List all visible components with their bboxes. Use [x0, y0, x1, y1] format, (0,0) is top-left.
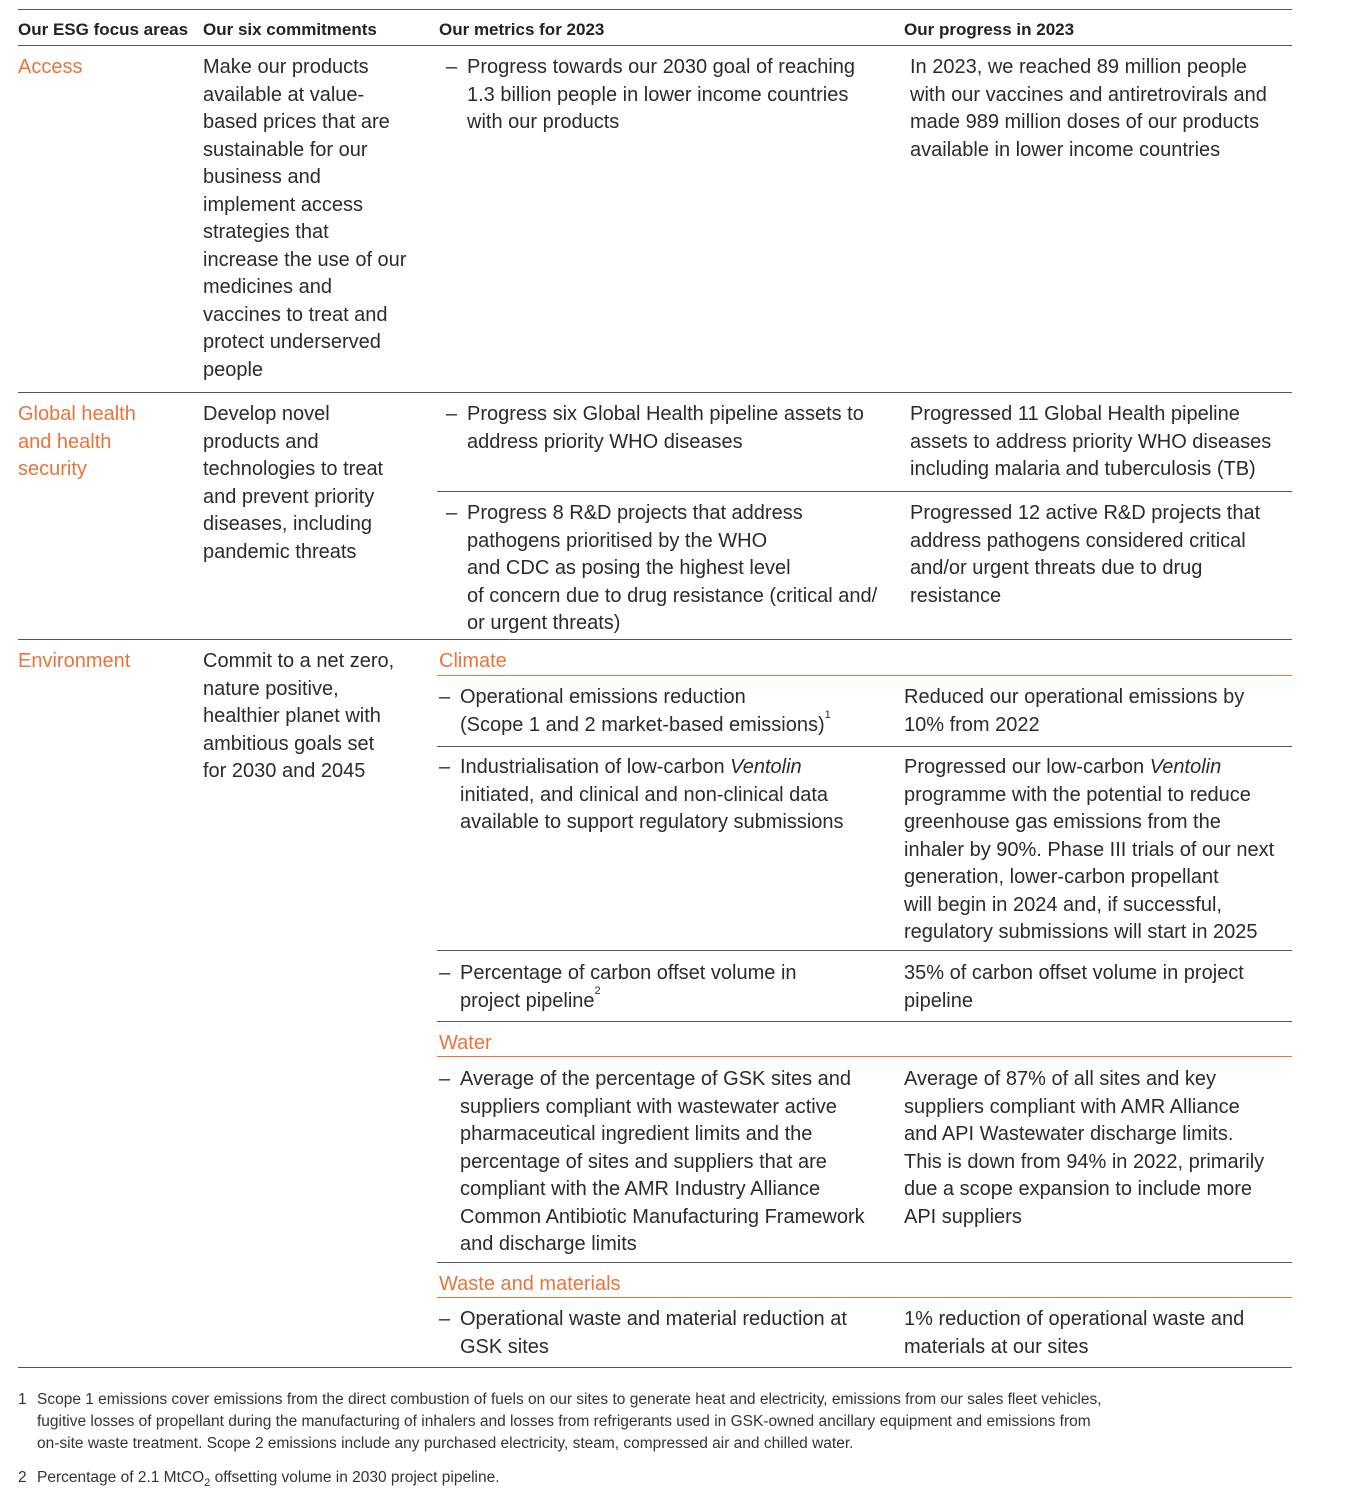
progress-waste: 1% reduction of operational waste and materials at our sites — [904, 1308, 1245, 1358]
footnote-2-number: 2 — [18, 1469, 27, 1486]
footnote-1-text: Scope 1 emissions cover emissions from the direct combustion of fuels on our sites to generate heat and electricity, emissions from our sales fleet vehicles, fugitive losses of propellant during the manufacturing of inhalers and losses from refrigerants used in GSK-owned ancillary equipment and emissions from on-site waste treatment. Scope 2 emissions include any purchased electricity, steam, compressed air and chilled water. — [37, 1391, 1102, 1452]
metric-global-health-1: Progress six Global Health pipeline assets to address priority WHO diseases — [467, 403, 864, 453]
metric-global-health-2: Progress 8 R&D projects that address pathogens prioritised by the WHO and CDC as posing the highest level of concern due to drug resistance (critical and/ or urgent threats) — [467, 502, 878, 634]
header-commitments: Our six commitments — [203, 20, 377, 39]
progress-access: In 2023, we reached 89 million people with our vaccines and antiretrovirals and made 989 million doses of our products available in lower income countries — [910, 56, 1267, 161]
footnote-1 — [18, 1389, 1308, 1459]
sub-row-rule — [437, 1021, 1292, 1022]
metric-carbon-offset: Percentage of carbon offset volume in project pipeline$^2$ — [460, 962, 797, 1012]
footnote-2 — [18, 1467, 1308, 1491]
waste-rule — [437, 1297, 1292, 1298]
metric-dash: – — [446, 502, 458, 524]
metric-dash: – — [439, 1068, 451, 1090]
header-metrics: Our metrics for 2023 — [439, 20, 605, 39]
progress-global-health-2: Progressed 12 active R&D projects that address pathogens considered critical and/or urgent threats due to drug resistance — [910, 502, 1261, 607]
progress-carbon-offset: 35% of carbon offset volume in project pipeline — [904, 962, 1244, 1012]
metric-dash: – — [446, 56, 458, 78]
progress-ventolin: Progressed our low-carbon Ventolin programme with the potential to reduce greenhouse gas emissions from the inhaler by 90%. Phase III trials of our next generation, lower-carbon propellant will begin in 2024 and, if successful, regulatory submissions will start in 2025 — [904, 756, 1275, 943]
table-bottom-rule — [18, 1367, 1292, 1368]
sub-row-rule — [437, 491, 1292, 492]
footnote-1-number: 1 — [18, 1391, 27, 1408]
sub-row-rule — [437, 1262, 1292, 1263]
header-rule — [18, 45, 1292, 46]
commitment-global-health: Develop novel products and technologies to treat and prevent priority diseases, including pandemic threats — [203, 403, 384, 563]
metric-waste: Operational waste and material reduction at GSK sites — [460, 1308, 847, 1358]
metric-dash: – — [446, 403, 458, 425]
progress-global-health-1: Progressed 11 Global Health pipeline assets to address priority WHO diseases including malaria and tuberculosis (TB) — [910, 403, 1272, 480]
commitment-access: Make our products available at value- based prices that are sustainable for our business and implement access strategies that increase the use of our medicines and vaccines to treat and protect underserved people — [203, 56, 407, 381]
waste-heading: Waste and materials — [439, 1273, 621, 1295]
header-progress: Our progress in 2023 — [904, 20, 1075, 39]
water-heading: Water — [439, 1032, 492, 1054]
footnote-ref-1: 1 — [824, 708, 831, 721]
climate-heading: Climate — [439, 650, 507, 672]
footnote-2-text: Percentage of 2.1 MtCO$_2$ offsetting volume in 2030 project pipeline. — [37, 1469, 500, 1490]
focus-area-global-health: Global health and health security — [18, 403, 136, 480]
metric-ventolin: Industrialisation of low-carbon Ventolin initiated, and clinical and non-clinical data available to support regulatory submissions — [460, 756, 844, 833]
sub-row-rule — [437, 746, 1292, 747]
metric-dash: – — [439, 1308, 451, 1330]
progress-water: Average of 87% of all sites and key suppliers compliant with AMR Alliance and API Wastewater discharge limits. This is down from 94% in 2022, primarily due a scope expansion to include more API suppliers — [904, 1068, 1265, 1228]
focus-area-environment: Environment — [18, 650, 131, 672]
metric-dash: – — [439, 756, 451, 778]
top-rule — [18, 9, 1292, 10]
climate-rule — [437, 675, 1292, 676]
sub-row-rule — [437, 950, 1292, 951]
progress-operational-emissions: Reduced our operational emissions by 10% from 2022 — [904, 686, 1245, 736]
water-rule — [437, 1056, 1292, 1057]
metric-dash: – — [439, 962, 451, 984]
commitment-environment: Commit to a net zero, nature positive, healthier planet with ambitious goals set for 2030 and 2045 — [203, 650, 395, 782]
metric-access: Progress towards our 2030 goal of reaching 1.3 billion people in lower income countries with our products — [467, 56, 856, 133]
metric-water: Average of the percentage of GSK sites and suppliers compliant with wastewater active pharmaceutical ingredient limits and the percentage of sites and suppliers that are compliant with the AMR Industry Alliance Common Antibiotic Manufacturing Framework and discharge limits — [460, 1068, 865, 1255]
focus-area-access: Access — [18, 56, 83, 78]
header-focus-areas: Our ESG focus areas — [18, 20, 189, 39]
metric-dash: – — [439, 686, 451, 708]
row-rule — [18, 392, 1292, 393]
row-rule — [18, 639, 1292, 640]
footnote-ref-2: 2 — [594, 984, 601, 997]
metric-operational-emissions: Operational emissions reduction (Scope 1 and 2 market-based emissions)$^1$ — [460, 686, 831, 736]
